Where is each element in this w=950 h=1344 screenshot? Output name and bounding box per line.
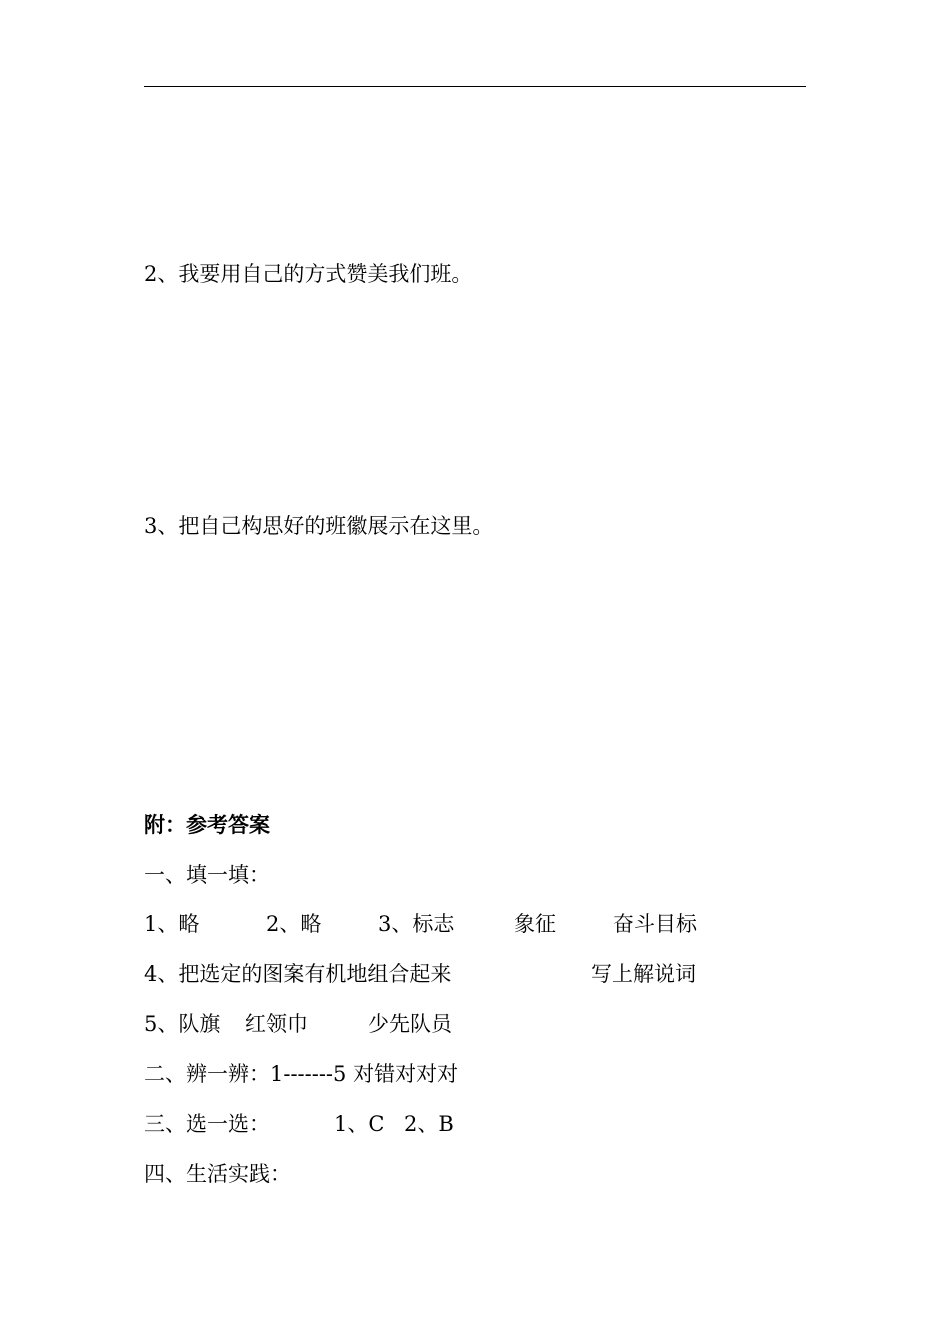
section-4-title: 四、生活实践： [144, 1162, 291, 1186]
answer-1-1: 1、略 [144, 912, 200, 936]
answer-3-2: 2、B [404, 1112, 454, 1136]
answer-5-3: 少先队员 [368, 1012, 452, 1036]
answer-row-4 [144, 961, 744, 987]
answer-5-2: 红领巾 [245, 1012, 308, 1036]
section-3-answers [144, 1111, 744, 1137]
answer-5-1: 5、队旗 [144, 1012, 221, 1036]
section-1-title: 一、填一填： [144, 863, 270, 887]
question-3: 3、把自己构思好的班徽展示在这里。 [144, 514, 494, 538]
question-2: 2、我要用自己的方式赞美我们班。 [144, 262, 473, 286]
answer-1-3b: 象征 [514, 912, 556, 936]
top-rule-line [144, 86, 806, 87]
answer-1-2: 2、略 [266, 912, 322, 936]
section-2-answers: 二、辨一辨：1-------5 对错对对对 [144, 1062, 459, 1086]
section-3-title: 三、选一选： [144, 1112, 270, 1136]
answer-4-2: 写上解说词 [591, 962, 696, 986]
answer-key-heading: 附：参考答案 [144, 812, 270, 837]
answer-3-1: 1、C [334, 1112, 385, 1136]
answer-4-1: 4、把选定的图案有机地组合起来 [144, 962, 452, 986]
answer-row-5 [144, 1011, 744, 1037]
answer-1-3c: 奋斗目标 [613, 912, 697, 936]
answer-1-3: 3、标志 [378, 912, 455, 936]
answer-row-1 [144, 911, 744, 937]
